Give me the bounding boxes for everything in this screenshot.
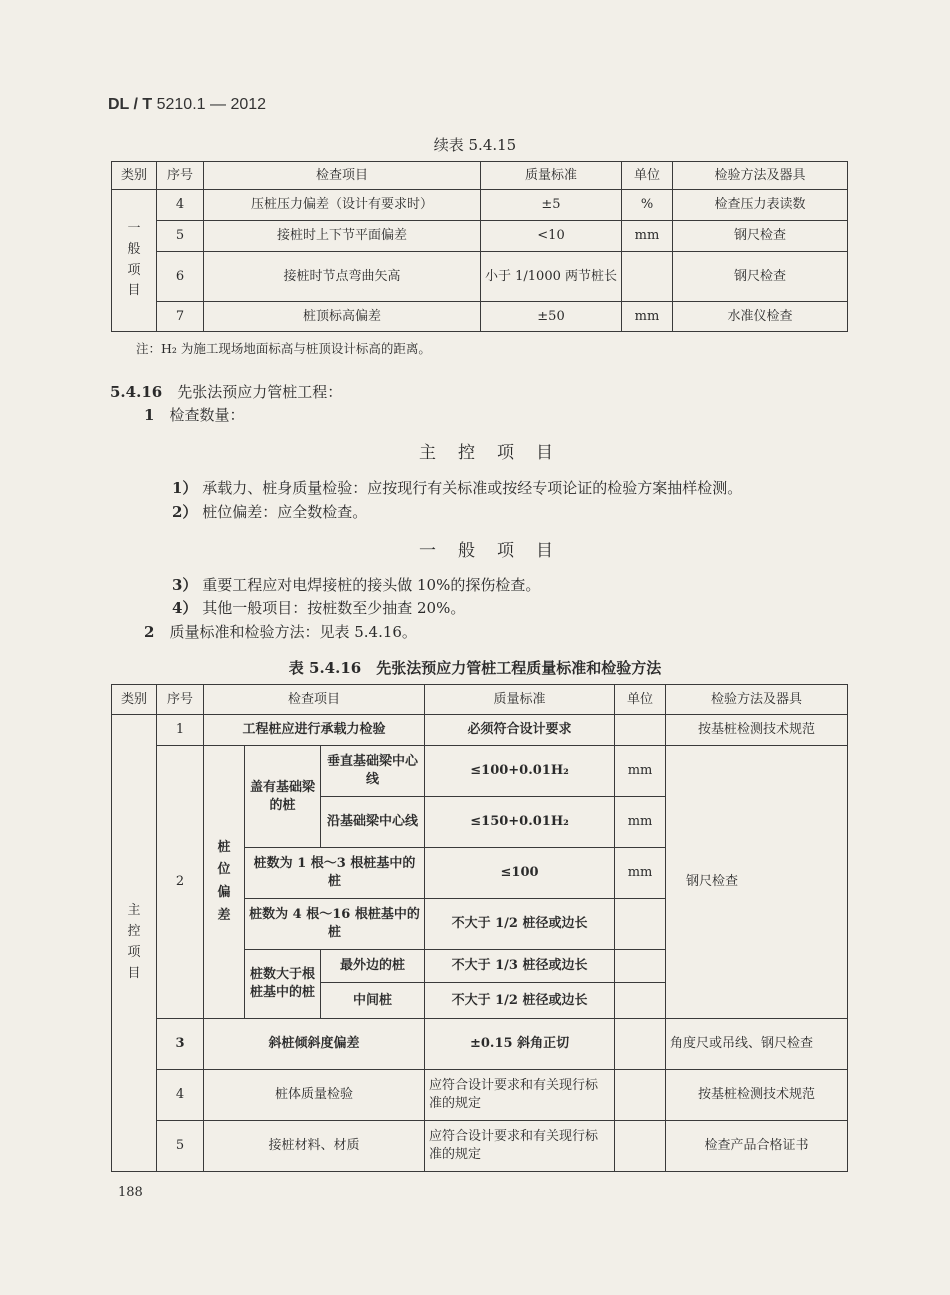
list-item: 4） 其他一般项目：按桩数至少抽查 20%。 [172,599,466,617]
clause-2: 2 质量标准和检验方法：见表 5.4.16。 [144,623,417,641]
category-cell [112,190,157,332]
category-label: 主控项目 [127,903,141,981]
table-row [112,221,848,252]
table-row [112,715,848,746]
cell-method: 角度尺或吊线、钢尺检查 [666,1019,848,1070]
cell-method: 钢尺检查 [673,221,848,252]
cell-std: 不大于 1/2 桩径或边长 [425,899,615,950]
table-row [112,252,848,302]
cell-no: 2 [157,746,204,1019]
table-5-4-15-continued [111,161,848,332]
header-cell: 序号 [157,162,204,190]
cell-std: 小于 1/1000 两节桩长 [481,252,622,302]
cell-std: <10 [481,221,622,252]
group-label: 桩位偏差 [217,839,231,923]
header-cell: 序号 [157,685,204,715]
cell-method: 检查压力表读数 [673,190,848,221]
cell-no: 3 [157,1019,204,1070]
cell-item: 压桩压力偏差（设计有要求时） [204,190,481,221]
cell-unit: mm [615,848,666,899]
cell-item: 接桩材料、材质 [204,1121,425,1172]
table-5-4-16 [111,684,848,1172]
list-item: 1） 承载力、桩身质量检验：应按现行有关标准或按经专项论证的检验方案抽样检测。 [172,479,743,497]
cell-method: 钢尺检查 [666,746,848,1019]
header-cell: 检查项目 [204,685,425,715]
table-header-row [112,162,848,190]
header-cell: 质量标准 [481,162,622,190]
cell-std: 不大于 1/2 桩径或边长 [425,983,615,1019]
header-cell: 单位 [615,685,666,715]
table-row [112,302,848,332]
cell-std: 应符合设计要求和有关现行标准的规定 [425,1070,615,1121]
table-header-row [112,685,848,715]
cell-unit [622,252,673,302]
category-cell [112,715,157,1172]
table-row [112,1121,848,1172]
cell-item: 接桩时上下节平面偏差 [204,221,481,252]
category-label: 一般项目 [127,220,141,299]
cell-std: 必须符合设计要求 [425,715,615,746]
cell-item: 桩顶标高偏差 [204,302,481,332]
cell-unit [615,983,666,1019]
cell-unit: mm [622,302,673,332]
cell-subitem: 桩数为 4 根～16 根桩基中的桩 [245,899,425,950]
cell-unit: % [622,190,673,221]
header-cell: 类别 [112,162,157,190]
cell-std: ≤150+0.01H₂ [425,797,615,848]
cell-unit [615,950,666,983]
cell-subitem: 盖有基础梁的桩 [245,746,321,848]
cell-item: 桩体质量检验 [204,1070,425,1121]
cell-subitem: 中间桩 [321,983,425,1019]
cell-method: 水准仪检查 [673,302,848,332]
table-row [112,190,848,221]
cell-subitem: 桩数为 1 根～3 根桩基中的桩 [245,848,425,899]
heading-general-items: 一般项目 [419,541,575,561]
header-cell: 检验方法及器具 [666,685,848,715]
cell-no: 4 [157,190,204,221]
section-5-4-16: 5.4.16 先张法预应力管桩工程： [110,383,343,401]
table1-caption: 续表 5.4.15 [433,136,517,154]
cell-unit [615,899,666,950]
table-row [112,1070,848,1121]
list-item: 2） 桩位偏差：应全数检查。 [172,503,368,521]
header-cell: 质量标准 [425,685,615,715]
table-row [112,746,848,797]
cell-subitem: 沿基础梁中心线 [321,797,425,848]
cell-unit [615,1070,666,1121]
cell-unit [615,1121,666,1172]
header-cell: 单位 [622,162,673,190]
cell-unit [615,715,666,746]
cell-no: 1 [157,715,204,746]
cell-item: 斜桩倾斜度偏差 [204,1019,425,1070]
cell-std: 应符合设计要求和有关现行标准的规定 [425,1121,615,1172]
cell-method: 钢尺检查 [673,252,848,302]
group-cell [204,746,245,1019]
cell-std: ≤100 [425,848,615,899]
cell-no: 4 [157,1070,204,1121]
table2-caption: 表 5.4.16 先张法预应力管桩工程质量标准和检验方法 [288,659,662,677]
cell-method: 检查产品合格证书 [666,1121,848,1172]
cell-method: 按基桩检测技术规范 [666,715,848,746]
cell-std: ±50 [481,302,622,332]
page-number: 188 [118,1185,143,1200]
page-header: DL / T 5210.1 — 2012 [108,96,267,113]
heading-main-items: 主控项目 [419,443,575,463]
header-cell: 检查项目 [204,162,481,190]
cell-subitem: 最外边的桩 [321,950,425,983]
cell-unit: mm [622,221,673,252]
cell-std: ±5 [481,190,622,221]
cell-method: 按基桩检测技术规范 [666,1070,848,1121]
cell-no: 6 [157,252,204,302]
cell-subitem: 桩数大于根桩基中的桩 [245,950,321,1019]
cell-item: 工程桩应进行承载力检验 [204,715,425,746]
header-cell: 类别 [112,685,157,715]
header-cell: 检验方法及器具 [673,162,848,190]
clause-1: 1 检查数量： [144,406,245,424]
cell-no: 7 [157,302,204,332]
table-note: 注：H₂ 为施工现场地面标高与桩顶设计标高的距离。 [136,341,431,356]
cell-no: 5 [157,221,204,252]
cell-item: 接桩时节点弯曲矢高 [204,252,481,302]
cell-std: 不大于 1/3 桩径或边长 [425,950,615,983]
list-item: 3） 重要工程应对电焊接桩的接头做 10%的探伤检查。 [172,576,541,594]
cell-std: ±0.15 斜角正切 [425,1019,615,1070]
cell-std: ≤100+0.01H₂ [425,746,615,797]
table-row [112,1019,848,1070]
cell-unit [615,1019,666,1070]
cell-subitem: 垂直基础梁中心线 [321,746,425,797]
cell-unit: mm [615,746,666,797]
cell-no: 5 [157,1121,204,1172]
cell-unit: mm [615,797,666,848]
